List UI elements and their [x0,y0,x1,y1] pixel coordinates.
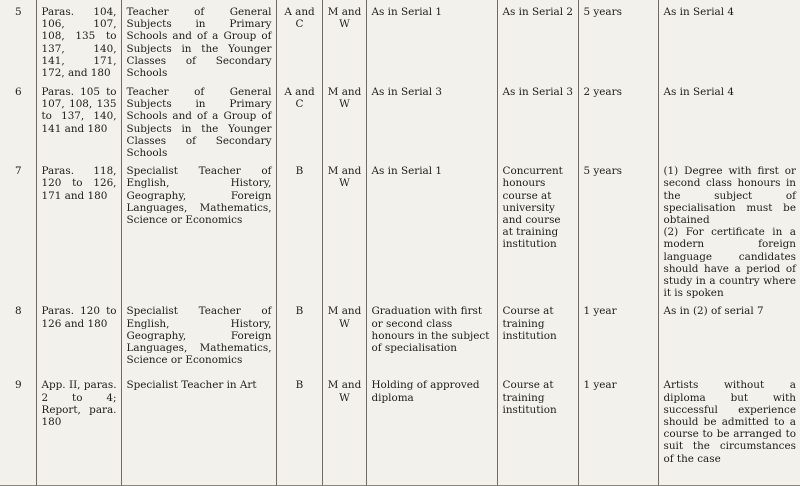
remarks-cell [658,373,800,485]
sex-cell: M and W [322,80,366,159]
paragraph-reference-cell: Paras. 105 to 107, 108, 135 to 137, 140, 141 and 180 [36,80,121,159]
category-cell: A and C [276,0,322,80]
entry-qualification-cell: Holding of approved diploma [366,373,497,485]
category-cell: B [276,299,322,373]
table-row [0,0,800,80]
category-cell: B [276,159,322,299]
course-duration-cell: 1 year [578,373,658,485]
serial-number-cell: 9 [0,373,36,485]
paragraph-reference-cell: App. II, paras. 2 to 4; Report, para. 180 [36,373,121,485]
table-row [0,373,800,485]
sex-cell: M and W [322,159,366,299]
training-course-cell: Course at training institution [497,373,578,485]
sex-cell: M and W [322,299,366,373]
category-cell: B [276,373,322,485]
paragraph-reference-cell: Paras. 104, 106, 107, 108, 135 to 137, 140, 141, 171, 172, and 180 [36,0,121,80]
serial-number-cell: 8 [0,299,36,373]
course-duration-cell: 5 years [578,0,658,80]
teacher-type-cell: Specialist Teacher in Art [121,373,276,485]
remark-item: Artists without a diploma but with successful experience should be admitted to a course to be arranged to suit the circumstances of the case [663,379,800,465]
remark-item: (2) For certificate in a modern foreign language candidates should have a period of study in a country where it is spoken [663,226,800,300]
course-duration-cell: 2 years [578,80,658,159]
table-row [0,159,800,299]
table-row [0,80,800,159]
table-row [0,299,800,373]
paragraph-reference-cell: Paras. 118, 120 to 126, 171 and 180 [36,159,121,299]
serial-number-cell: 7 [0,159,36,299]
remark-item: As in Serial 4 [663,86,734,98]
remark-item: (1) Degree with first or second class honours in the subject of specialisation must be obtained [663,165,800,227]
teacher-type-cell: Teacher of General Subjects in Primary Schools and of a Group of Subjects in the Younger Classes of Secondary Schools [121,80,276,159]
entry-qualification-cell: As in Serial 3 [366,80,497,159]
training-course-cell: Course at training institution [497,299,578,373]
training-course-cell: Concurrent honours course at university and course at training institution [497,159,578,299]
entry-qualification-cell: As in Serial 1 [366,0,497,80]
remarks-cell [658,0,800,80]
teacher-type-cell: Teacher of General Subjects in Primary Schools and of a Group of Subjects in the Younger Classes of Secondary Schools [121,0,276,80]
remarks-cell [658,80,800,159]
teacher-type-cell: Specialist Teacher of English, History, Geography, Foreign Languages, Mathematics, Science or Economics [121,299,276,373]
training-course-cell: As in Serial 2 [497,0,578,80]
category-cell: A and C [276,80,322,159]
remark-item: As in Serial 4 [663,6,734,18]
remarks-cell [658,299,800,373]
entry-qualification-cell: As in Serial 1 [366,159,497,299]
serial-number-cell: 5 [0,0,36,80]
course-duration-cell: 1 year [578,299,658,373]
sex-cell: M and W [322,373,366,485]
course-duration-cell: 5 years [578,159,658,299]
remark-item: As in (2) of serial 7 [663,305,764,318]
training-course-cell: As in Serial 3 [497,80,578,159]
serial-number-cell: 6 [0,80,36,159]
teacher-type-cell: Specialist Teacher of English, History, Geography, Foreign Languages, Mathematics, Science or Economics [121,159,276,299]
entry-qualification-cell: Graduation with first or second class honours in the subject of specialisation [366,299,497,373]
remarks-cell [658,159,800,299]
sex-cell: M and W [322,0,366,80]
paragraph-reference-cell: Paras. 120 to 126 and 180 [36,299,121,373]
